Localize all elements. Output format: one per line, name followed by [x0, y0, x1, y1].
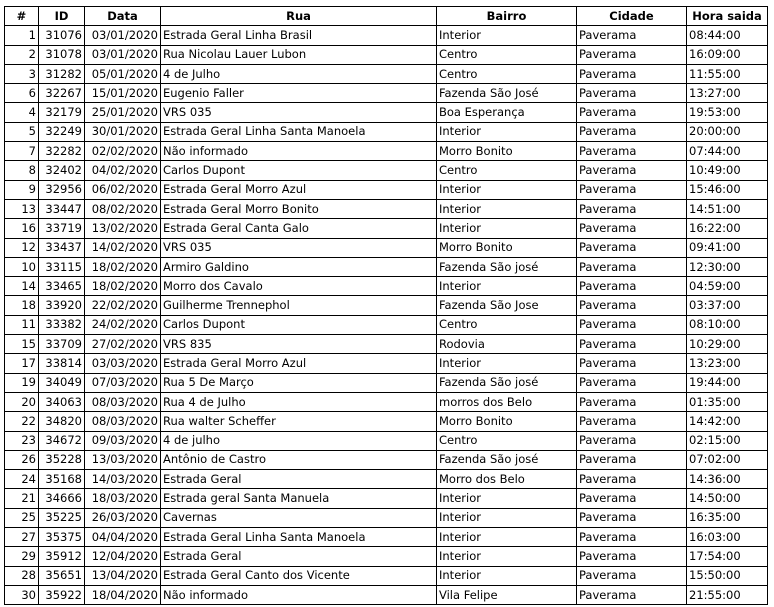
cell-bairro: Fazenda São josé [437, 450, 577, 469]
cell-hora-saida: 09:41:00 [687, 238, 768, 257]
cell-rua: Estrada Geral [161, 470, 437, 489]
cell-cidade: Paverama [577, 180, 687, 199]
cell-num: 26 [5, 450, 39, 469]
cell-id: 33447 [39, 199, 85, 218]
cell-data: 27/02/2020 [85, 335, 161, 354]
cell-data: 25/01/2020 [85, 103, 161, 122]
table-row [5, 257, 768, 276]
cell-hora-saida: 16:09:00 [687, 45, 768, 64]
cell-hora-saida: 10:29:00 [687, 335, 768, 354]
cell-num: 16 [5, 219, 39, 238]
cell-cidade: Paverama [577, 257, 687, 276]
cell-rua: Estrada Geral Morro Azul [161, 180, 437, 199]
cell-cidade: Paverama [577, 335, 687, 354]
cell-num: 21 [5, 489, 39, 508]
cell-cidade: Paverama [577, 45, 687, 64]
cell-rua: Estrada Geral Canto dos Vicente [161, 566, 437, 585]
cell-bairro: Centro [437, 64, 577, 83]
cell-cidade: Paverama [577, 238, 687, 257]
cell-num: 1 [5, 26, 39, 45]
cell-cidade: Paverama [577, 585, 687, 604]
table-row [5, 528, 768, 547]
cell-num: 22 [5, 412, 39, 431]
cell-num: 14 [5, 277, 39, 296]
cell-bairro: Interior [437, 26, 577, 45]
table-row [5, 84, 768, 103]
cell-hora-saida: 02:15:00 [687, 431, 768, 450]
cell-num: 2 [5, 45, 39, 64]
cell-num: 25 [5, 508, 39, 527]
cell-cidade: Paverama [577, 528, 687, 547]
cell-id: 33920 [39, 296, 85, 315]
cell-bairro: Interior [437, 277, 577, 296]
cell-hora-saida: 19:44:00 [687, 373, 768, 392]
cell-num: 13 [5, 199, 39, 218]
cell-data: 24/02/2020 [85, 315, 161, 334]
cell-id: 33115 [39, 257, 85, 276]
cell-bairro: Interior [437, 122, 577, 141]
cell-bairro: Interior [437, 354, 577, 373]
cell-data: 05/01/2020 [85, 64, 161, 83]
cell-num: 17 [5, 354, 39, 373]
cell-cidade: Paverama [577, 315, 687, 334]
cell-id: 35922 [39, 585, 85, 604]
cell-data: 06/02/2020 [85, 180, 161, 199]
cell-bairro: Interior [437, 508, 577, 527]
records-table [4, 6, 768, 605]
cell-hora-saida: 15:46:00 [687, 180, 768, 199]
cell-id: 32282 [39, 142, 85, 161]
cell-id: 32267 [39, 84, 85, 103]
cell-hora-saida: 14:36:00 [687, 470, 768, 489]
cell-id: 33437 [39, 238, 85, 257]
table-row [5, 431, 768, 450]
cell-data: 14/02/2020 [85, 238, 161, 257]
cell-id: 34063 [39, 392, 85, 411]
cell-hora-saida: 15:50:00 [687, 566, 768, 585]
cell-data: 08/03/2020 [85, 412, 161, 431]
cell-bairro: morros dos Belo [437, 392, 577, 411]
cell-num: 8 [5, 161, 39, 180]
table-row [5, 219, 768, 238]
cell-bairro: Rodovia [437, 335, 577, 354]
cell-hora-saida: 16:35:00 [687, 508, 768, 527]
table-row [5, 180, 768, 199]
cell-data: 04/04/2020 [85, 528, 161, 547]
cell-id: 32179 [39, 103, 85, 122]
cell-cidade: Paverama [577, 199, 687, 218]
cell-data: 04/02/2020 [85, 161, 161, 180]
cell-hora-saida: 08:10:00 [687, 315, 768, 334]
cell-rua: VRS 835 [161, 335, 437, 354]
cell-rua: Estrada Geral [161, 547, 437, 566]
cell-cidade: Paverama [577, 547, 687, 566]
cell-bairro: Centro [437, 315, 577, 334]
cell-cidade: Paverama [577, 64, 687, 83]
cell-bairro: Fazenda São josé [437, 373, 577, 392]
cell-data: 30/01/2020 [85, 122, 161, 141]
cell-rua: Estrada Geral Linha Brasil [161, 26, 437, 45]
cell-num: 30 [5, 585, 39, 604]
cell-hora-saida: 19:53:00 [687, 103, 768, 122]
cell-num: 7 [5, 142, 39, 161]
cell-data: 18/02/2020 [85, 257, 161, 276]
cell-bairro: Interior [437, 180, 577, 199]
cell-bairro: Interior [437, 219, 577, 238]
cell-cidade: Paverama [577, 392, 687, 411]
cell-bairro: Fazenda São josé [437, 257, 577, 276]
cell-rua: Rua Nicolau Lauer Lubon [161, 45, 437, 64]
table-row [5, 450, 768, 469]
cell-cidade: Paverama [577, 412, 687, 431]
cell-bairro: Morro Bonito [437, 412, 577, 431]
cell-id: 35912 [39, 547, 85, 566]
cell-id: 31078 [39, 45, 85, 64]
cell-cidade: Paverama [577, 354, 687, 373]
cell-data: 13/04/2020 [85, 566, 161, 585]
cell-num: 12 [5, 238, 39, 257]
cell-hora-saida: 13:27:00 [687, 84, 768, 103]
cell-num: 19 [5, 373, 39, 392]
cell-bairro: Morro dos Belo [437, 470, 577, 489]
column-header-id: ID [39, 7, 85, 26]
cell-id: 32956 [39, 180, 85, 199]
cell-cidade: Paverama [577, 566, 687, 585]
cell-rua: Estrada Geral Canta Galo [161, 219, 437, 238]
table-row [5, 392, 768, 411]
cell-bairro: Morro Bonito [437, 238, 577, 257]
cell-hora-saida: 07:44:00 [687, 142, 768, 161]
cell-id: 33719 [39, 219, 85, 238]
cell-data: 08/02/2020 [85, 199, 161, 218]
cell-cidade: Paverama [577, 142, 687, 161]
table-row [5, 103, 768, 122]
cell-cidade: Paverama [577, 373, 687, 392]
cell-data: 18/03/2020 [85, 489, 161, 508]
cell-hora-saida: 16:22:00 [687, 219, 768, 238]
cell-id: 32402 [39, 161, 85, 180]
cell-id: 34672 [39, 431, 85, 450]
cell-bairro: Interior [437, 199, 577, 218]
table-row [5, 508, 768, 527]
cell-data: 08/03/2020 [85, 392, 161, 411]
table-row [5, 296, 768, 315]
cell-bairro: Fazenda São Jose [437, 296, 577, 315]
cell-id: 35651 [39, 566, 85, 585]
cell-id: 33709 [39, 335, 85, 354]
cell-num: 24 [5, 470, 39, 489]
cell-data: 09/03/2020 [85, 431, 161, 450]
cell-id: 35168 [39, 470, 85, 489]
cell-hora-saida: 08:44:00 [687, 26, 768, 45]
table-row [5, 470, 768, 489]
column-header-bairro: Bairro [437, 7, 577, 26]
cell-num: 3 [5, 64, 39, 83]
cell-rua: Cavernas [161, 508, 437, 527]
cell-bairro: Fazenda São José [437, 84, 577, 103]
cell-cidade: Paverama [577, 103, 687, 122]
cell-cidade: Paverama [577, 470, 687, 489]
table-row [5, 354, 768, 373]
cell-bairro: Interior [437, 528, 577, 547]
cell-num: 5 [5, 122, 39, 141]
table-row [5, 142, 768, 161]
cell-id: 35225 [39, 508, 85, 527]
table-row [5, 238, 768, 257]
table-row [5, 122, 768, 141]
cell-hora-saida: 14:51:00 [687, 199, 768, 218]
cell-hora-saida: 13:23:00 [687, 354, 768, 373]
table-row [5, 585, 768, 604]
cell-hora-saida: 21:55:00 [687, 585, 768, 604]
cell-rua: Rua 5 De Março [161, 373, 437, 392]
table-row [5, 315, 768, 334]
cell-cidade: Paverama [577, 489, 687, 508]
cell-hora-saida: 14:50:00 [687, 489, 768, 508]
cell-data: 03/03/2020 [85, 354, 161, 373]
cell-num: 4 [5, 103, 39, 122]
cell-cidade: Paverama [577, 219, 687, 238]
table-row [5, 566, 768, 585]
table-row [5, 547, 768, 566]
table-body [5, 26, 768, 605]
cell-hora-saida: 20:00:00 [687, 122, 768, 141]
cell-rua: Carlos Dupont [161, 315, 437, 334]
cell-cidade: Paverama [577, 122, 687, 141]
table-row [5, 489, 768, 508]
column-header-cidade: Cidade [577, 7, 687, 26]
cell-num: 15 [5, 335, 39, 354]
cell-data: 12/04/2020 [85, 547, 161, 566]
cell-num: 18 [5, 296, 39, 315]
cell-rua: Estrada Geral Linha Santa Manoela [161, 528, 437, 547]
cell-data: 18/02/2020 [85, 277, 161, 296]
cell-cidade: Paverama [577, 431, 687, 450]
table-row [5, 26, 768, 45]
cell-bairro: Boa Esperança [437, 103, 577, 122]
cell-data: 18/04/2020 [85, 585, 161, 604]
cell-cidade: Paverama [577, 84, 687, 103]
cell-cidade: Paverama [577, 450, 687, 469]
cell-num: 20 [5, 392, 39, 411]
cell-bairro: Centro [437, 161, 577, 180]
cell-data: 07/03/2020 [85, 373, 161, 392]
column-header-rua: Rua [161, 7, 437, 26]
cell-data: 13/02/2020 [85, 219, 161, 238]
column-header-hora-saida: Hora saida [687, 7, 768, 26]
cell-id: 33465 [39, 277, 85, 296]
header-row [5, 7, 768, 26]
cell-bairro: Centro [437, 431, 577, 450]
cell-id: 34820 [39, 412, 85, 431]
cell-num: 28 [5, 566, 39, 585]
cell-data: 02/02/2020 [85, 142, 161, 161]
cell-hora-saida: 03:37:00 [687, 296, 768, 315]
cell-rua: Carlos Dupont [161, 161, 437, 180]
cell-hora-saida: 12:30:00 [687, 257, 768, 276]
cell-data: 13/03/2020 [85, 450, 161, 469]
cell-rua: Não informado [161, 142, 437, 161]
cell-hora-saida: 11:55:00 [687, 64, 768, 83]
cell-rua: Não informado [161, 585, 437, 604]
table-row [5, 161, 768, 180]
table-row [5, 412, 768, 431]
cell-rua: Antônio de Castro [161, 450, 437, 469]
cell-rua: Armiro Galdino [161, 257, 437, 276]
cell-num: 6 [5, 84, 39, 103]
cell-bairro: Interior [437, 566, 577, 585]
cell-data: 03/01/2020 [85, 26, 161, 45]
cell-id: 35375 [39, 528, 85, 547]
cell-bairro: Interior [437, 489, 577, 508]
cell-id: 35228 [39, 450, 85, 469]
cell-cidade: Paverama [577, 296, 687, 315]
column-header-num: # [5, 7, 39, 26]
cell-hora-saida: 14:42:00 [687, 412, 768, 431]
cell-cidade: Paverama [577, 161, 687, 180]
cell-rua: 4 de Julho [161, 64, 437, 83]
cell-cidade: Paverama [577, 26, 687, 45]
cell-bairro: Centro [437, 45, 577, 64]
cell-num: 23 [5, 431, 39, 450]
cell-hora-saida: 17:54:00 [687, 547, 768, 566]
table-row [5, 335, 768, 354]
cell-hora-saida: 16:03:00 [687, 528, 768, 547]
cell-rua: Estrada Geral Morro Bonito [161, 199, 437, 218]
cell-hora-saida: 04:59:00 [687, 277, 768, 296]
cell-id: 33814 [39, 354, 85, 373]
cell-rua: Eugenio Faller [161, 84, 437, 103]
cell-rua: Estrada Geral Morro Azul [161, 354, 437, 373]
cell-rua: 4 de julho [161, 431, 437, 450]
cell-rua: Rua 4 de Julho [161, 392, 437, 411]
cell-rua: Morro dos Cavalo [161, 277, 437, 296]
cell-data: 15/01/2020 [85, 84, 161, 103]
table-row [5, 64, 768, 83]
cell-id: 34666 [39, 489, 85, 508]
cell-id: 34049 [39, 373, 85, 392]
cell-id: 32249 [39, 122, 85, 141]
cell-id: 31076 [39, 26, 85, 45]
cell-num: 10 [5, 257, 39, 276]
cell-bairro: Morro Bonito [437, 142, 577, 161]
cell-data: 14/03/2020 [85, 470, 161, 489]
cell-hora-saida: 07:02:00 [687, 450, 768, 469]
cell-num: 9 [5, 180, 39, 199]
cell-id: 33382 [39, 315, 85, 334]
cell-data: 22/02/2020 [85, 296, 161, 315]
cell-hora-saida: 01:35:00 [687, 392, 768, 411]
cell-cidade: Paverama [577, 508, 687, 527]
cell-id: 31282 [39, 64, 85, 83]
cell-rua: Estrada geral Santa Manuela [161, 489, 437, 508]
cell-hora-saida: 10:49:00 [687, 161, 768, 180]
table-row [5, 199, 768, 218]
cell-bairro: Interior [437, 547, 577, 566]
cell-cidade: Paverama [577, 277, 687, 296]
table-row [5, 277, 768, 296]
cell-num: 11 [5, 315, 39, 334]
cell-rua: Rua walter Scheffer [161, 412, 437, 431]
cell-num: 29 [5, 547, 39, 566]
cell-data: 26/03/2020 [85, 508, 161, 527]
cell-rua: VRS 035 [161, 238, 437, 257]
cell-rua: VRS 035 [161, 103, 437, 122]
cell-rua: Estrada Geral Linha Santa Manoela [161, 122, 437, 141]
table-row [5, 373, 768, 392]
cell-bairro: Vila Felipe [437, 585, 577, 604]
table-row [5, 45, 768, 64]
cell-rua: Guilherme Trennephol [161, 296, 437, 315]
column-header-data: Data [85, 7, 161, 26]
cell-data: 03/01/2020 [85, 45, 161, 64]
cell-num: 27 [5, 528, 39, 547]
